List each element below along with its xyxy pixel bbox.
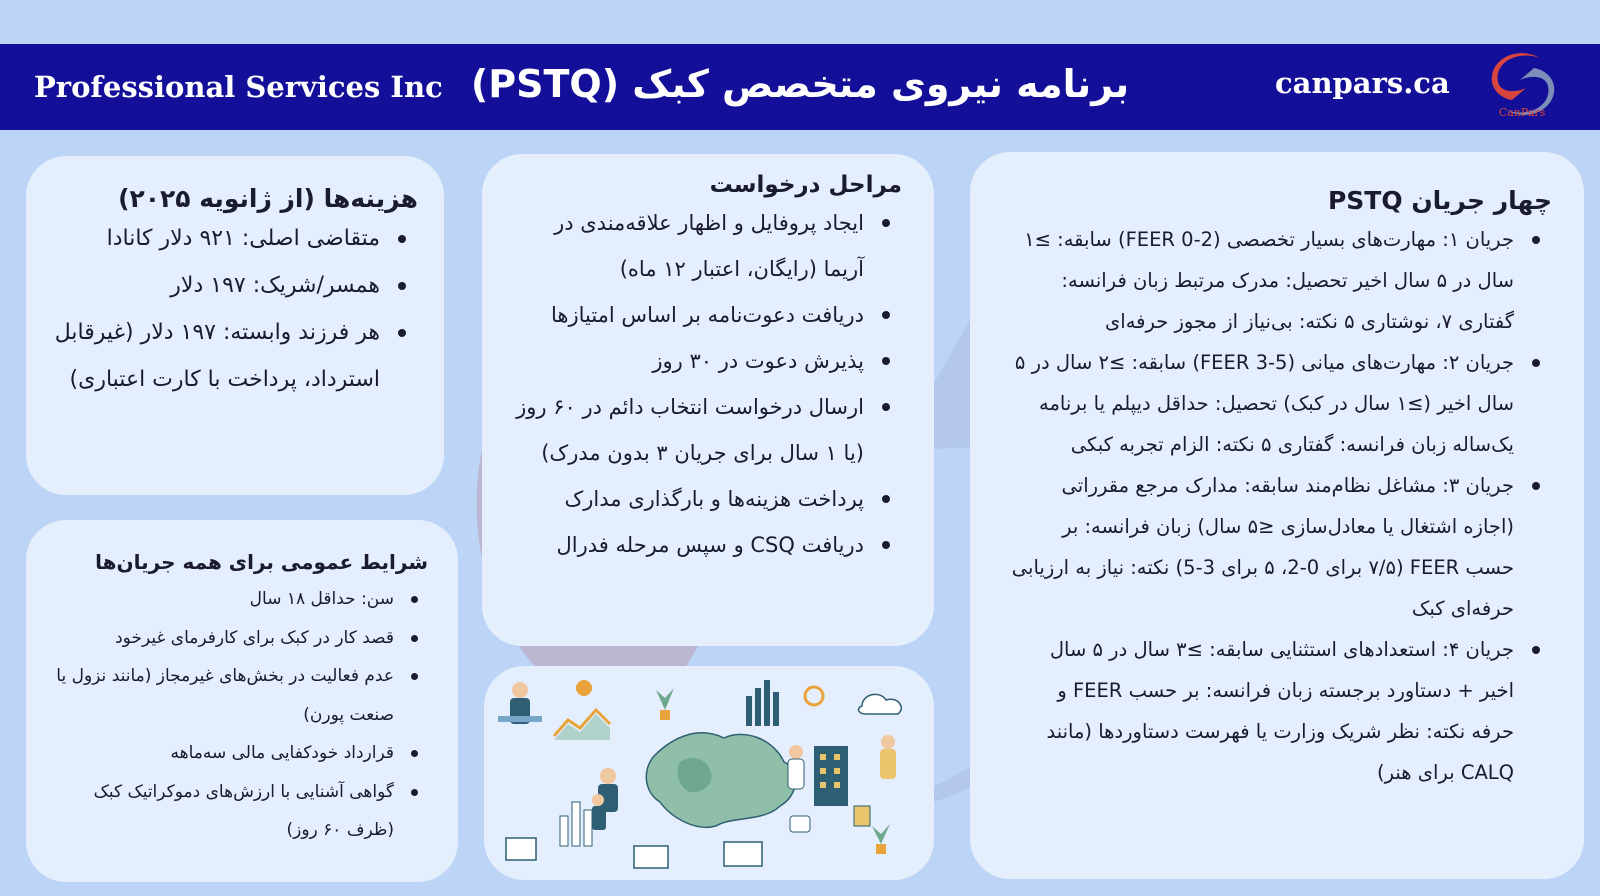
list-item: هر فرزند وابسته: ۱۹۷ دلار (غیرقابل استرداد، پرداخت با کارت اعتباری) (46, 309, 380, 403)
list-item: دریافت CSQ و سپس مرحله فدرال (512, 522, 864, 568)
fees-card (26, 156, 444, 495)
streams-card (970, 152, 1584, 879)
list-item: سن: حداقل ۱۸ سال (50, 580, 394, 619)
illustration-card (484, 666, 934, 880)
list-item: جریان ۱: مهارت‌های بسیار تخصصی (FEER 0-2) سابقه: ≥۱ سال در ۵ سال اخیر تحصیل: مدرک مرتبط زبان فرانسه: گفتاری ۷، نوشتاری ۵ نکته: بی‌نیاز از مجوز حرفه‌ای (1010, 219, 1514, 342)
plant-icon (872, 824, 890, 854)
list-item: جریان ۴: استعدادهای استثنایی سابقه: ≥۳ سال در ۵ سال اخیر + دستاورد برجسته زبان فرانسه: بر حسب FEER و حرفه نکته: نظر شریک وزارت یا فهرست دستاوردها (مانند CALQ برای هنر) (1010, 629, 1514, 793)
cloud-icon (859, 694, 902, 714)
workforce-illustration (484, 666, 934, 880)
canada-map-icon (646, 733, 795, 827)
chat-bubble-icon (790, 816, 810, 832)
list-item: پذیرش دعوت در ۳۰ روز (512, 338, 864, 384)
building-icon (814, 746, 848, 806)
plant-icon (656, 688, 674, 720)
worker-person-icon (880, 735, 896, 779)
list-item: جریان ۲: مهارت‌های میانی (FEER 3-5) سابقه: ≥۲ سال در ۵ سال اخیر (≥۱ سال در کبک) تحصیل: حداقل دیپلم یا برنامه یک‌ساله زبان فرانسه: گفتاری ۵ نکته: الزام تجربه کبکی (1010, 342, 1514, 465)
list-item: متقاضی اصلی: ۹۲۱ دلار کانادا (46, 215, 380, 262)
streams-list (1010, 219, 1552, 793)
clipboard-icon (854, 806, 870, 826)
list-item: ارسال درخواست انتخاب دائم در ۶۰ روز (یا ۱ سال برای جریان ۳ بدون مدرک) (512, 384, 864, 476)
list-item: جریان ۳: مشاغل نظام‌مند سابقه: مدارک مرجع مقرراتی (اجازه اشتغال یا معادل‌سازی ≤۵ سال) زبان فرانسه: بر حسب FEER (۷/۵ برای 0-2، ۵ برای 3-5) نکته: نیاز به ارزیابی حرفه‌ای کبک (1010, 465, 1514, 629)
list-item: گواهی آشنایی با ارزش‌های دموکراتیک کبک (ظرف ۶۰ روز) (50, 773, 394, 850)
conditions-heading: شرایط عمومی برای همه جریان‌ها (95, 550, 428, 574)
laptop-icon (634, 846, 668, 868)
list-item: دریافت دعوت‌نامه بر اساس امتیازها (512, 292, 864, 338)
list-item: ایجاد پروفایل و اظهار علاقه‌مندی در آریما (رایگان، اعتبار ۱۲ ماه) (512, 200, 864, 292)
streams-heading: چهار جریان PSTQ (1327, 186, 1552, 215)
list-item: پرداخت هزینه‌ها و بارگذاری مدارک (512, 476, 864, 522)
conditions-card (26, 520, 458, 882)
header-bar (0, 44, 1600, 130)
page-title: برنامه نیروی متخصص کبک (PSTQ) (470, 62, 1130, 106)
website-link[interactable]: canpars.ca (1275, 66, 1450, 100)
steps-list (512, 200, 902, 568)
logo-caption: CanPars (1498, 106, 1546, 119)
steps-card (482, 154, 934, 646)
fees-list (46, 215, 418, 403)
fees-heading: هزینه‌ها (از ژانویه ۲۰۲۵) (118, 184, 418, 213)
laptop-icon (724, 842, 762, 866)
conditions-list (50, 580, 428, 850)
steps-heading: مراحل درخواست (709, 172, 902, 198)
list-item: عدم فعالیت در بخش‌های غیرمجاز (مانند نزول یا صنعت پورن) (50, 657, 394, 734)
list-item: قصد کار در کبک برای کارفرمای غیرخود (50, 619, 394, 658)
list-item: قرارداد خودکفایی مالی سه‌ماهه (50, 734, 394, 773)
worker-person-icon (498, 682, 542, 724)
company-name: Professional Services Inc (34, 70, 443, 104)
gear-icon (805, 687, 823, 705)
bar-chart-icon (746, 680, 779, 726)
laptop-icon (506, 838, 536, 860)
worker-person-icon (788, 745, 804, 789)
worker-person-icon (598, 768, 618, 812)
bar-chart-icon (560, 794, 606, 846)
pie-chart-icon (576, 680, 592, 696)
list-item: همسر/شریک: ۱۹۷ دلار (46, 262, 380, 309)
